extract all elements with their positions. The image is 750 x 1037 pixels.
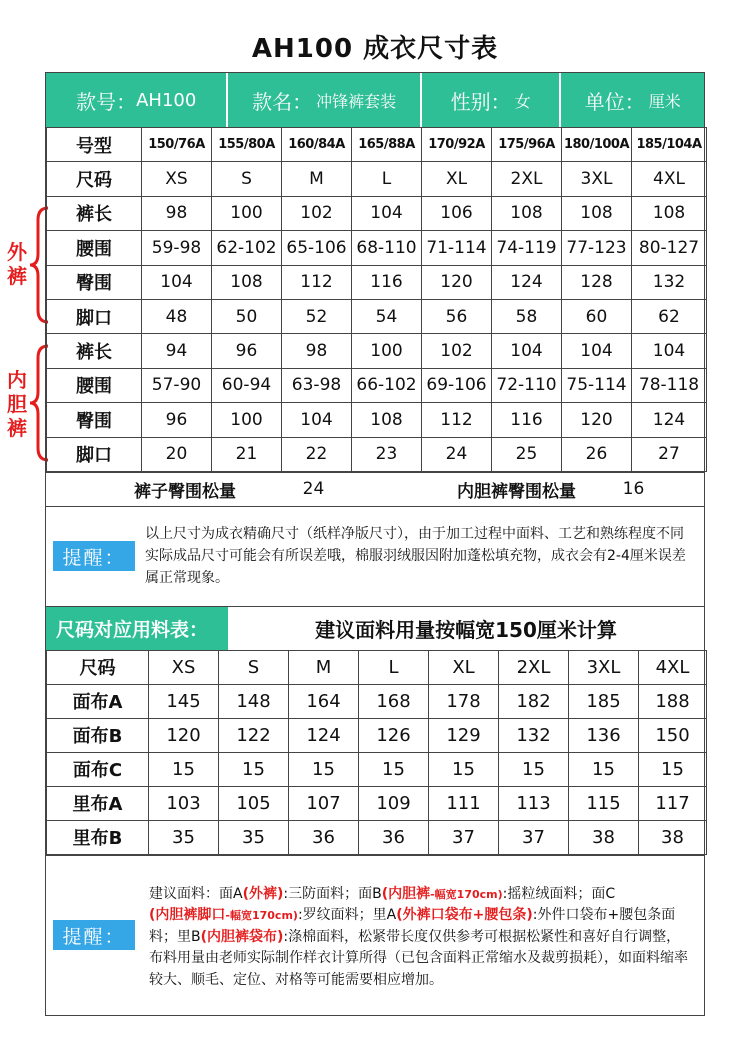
spec-cell: 165/88A bbox=[352, 128, 422, 162]
outer-measure-cell: 80-127 bbox=[632, 231, 707, 265]
size-table bbox=[46, 127, 707, 472]
material-table-title: 建议面料用量按幅宽150厘米计算 bbox=[315, 617, 617, 642]
fabric-amount-cell: 148 bbox=[219, 684, 289, 718]
outer-measure-cell: 104 bbox=[142, 265, 212, 299]
fabric-note-part: :涤棉面料，松紧带长度仅供参考可根据松紧性和喜好自行调整，布料用量由老师实际制作样衣计算所得（已包含面料正常缩水及裁剪损耗），如面料缩率较大、顺毛、定位、对格等可能需要相应增加。 bbox=[149, 928, 688, 988]
outer-measure-cell: 132 bbox=[632, 265, 707, 299]
outer-measure-cell: 68-110 bbox=[352, 231, 422, 265]
style-number-value: AH100 bbox=[136, 89, 197, 111]
outer-measure-label: 脚口 bbox=[47, 299, 142, 333]
fabric-amount-cell: 107 bbox=[289, 786, 359, 820]
inner-measure-label: 裤长 bbox=[47, 334, 142, 368]
pants-hip-allowance-value: 24 bbox=[302, 479, 325, 500]
fabric-label-row bbox=[47, 718, 707, 752]
inner-measure-cell: 104 bbox=[632, 334, 707, 368]
inner-measure-cell: 100 bbox=[212, 403, 282, 437]
fabric-note-part: :三防面料；面B bbox=[283, 885, 382, 902]
fabric-amount-cell: 36 bbox=[359, 820, 429, 854]
inner-measure-label: 腰围 bbox=[47, 368, 142, 402]
style-name-cell bbox=[228, 73, 421, 127]
gender-value: 女 bbox=[514, 91, 531, 111]
inner-pants-label: 内 胆 裤 bbox=[7, 368, 27, 440]
inner-measure-cell: 24 bbox=[422, 437, 492, 471]
spec-cell: 185/104A bbox=[632, 128, 707, 162]
material-size-cell: XL bbox=[429, 650, 499, 684]
fabric-amount-cell: 15 bbox=[429, 752, 499, 786]
unit-value: 厘米 bbox=[648, 91, 681, 111]
material-size-cell: S bbox=[219, 650, 289, 684]
inner-measure-cell: 23 bbox=[352, 437, 422, 471]
size-cell: 2XL bbox=[492, 162, 562, 196]
material-size-label: 尺码 bbox=[47, 650, 149, 684]
gender-label: 性别： bbox=[450, 89, 511, 114]
size-cell: XS bbox=[142, 162, 212, 196]
fabric-note-width: -幅宽170cm) bbox=[430, 887, 503, 901]
fabric-note-part: :外件口袋布+腰包条面料；里B bbox=[149, 907, 676, 945]
outer-measure-cell: 108 bbox=[492, 196, 562, 230]
spec-cell: 150/76A bbox=[142, 128, 212, 162]
outer-measure-label-row bbox=[47, 265, 707, 299]
inner-measure-cell: 100 bbox=[352, 334, 422, 368]
fabric-amount-cell: 15 bbox=[639, 752, 707, 786]
material-size-label-row bbox=[47, 650, 707, 684]
outer-measure-label-row bbox=[47, 299, 707, 333]
inner-measure-cell: 63-98 bbox=[282, 368, 352, 402]
outer-measure-cell: 98 bbox=[142, 196, 212, 230]
size-cell: XL bbox=[422, 162, 492, 196]
fabric-amount-cell: 15 bbox=[499, 752, 569, 786]
spec-cell: 175/96A bbox=[492, 128, 562, 162]
fabric-label-row bbox=[47, 684, 707, 718]
fabric-amount-cell: 132 bbox=[499, 718, 569, 752]
fabric-label-row bbox=[47, 820, 707, 854]
fabric-amount-cell: 168 bbox=[359, 684, 429, 718]
size-label: 尺码 bbox=[47, 162, 142, 196]
size-cell: 4XL bbox=[632, 162, 707, 196]
outer-measure-cell: 106 bbox=[422, 196, 492, 230]
outer-measure-cell: 56 bbox=[422, 299, 492, 333]
fabric-note-highlight: (外裤口袋布+腰包条) bbox=[396, 907, 533, 924]
inner-measure-cell: 112 bbox=[422, 403, 492, 437]
outer-measure-cell: 50 bbox=[212, 299, 282, 333]
material-size-cell: M bbox=[289, 650, 359, 684]
fabric-amount-cell: 126 bbox=[359, 718, 429, 752]
fabric-label: 面布A bbox=[47, 684, 149, 718]
reminder-tag-1: 提醒： bbox=[53, 541, 135, 571]
outer-measure-cell: 108 bbox=[632, 196, 707, 230]
inner-measure-cell: 104 bbox=[282, 403, 352, 437]
fabric-amount-cell: 164 bbox=[289, 684, 359, 718]
outer-measure-cell: 120 bbox=[422, 265, 492, 299]
fabric-note-part: :罗纹面料；里A bbox=[297, 907, 397, 924]
gender-cell bbox=[422, 73, 562, 127]
inner-measure-cell: 102 bbox=[422, 334, 492, 368]
material-table-tag: 尺码对应用料表： bbox=[46, 607, 228, 650]
inner-measure-cell: 75-114 bbox=[562, 368, 632, 402]
hip-allowance-row bbox=[46, 472, 704, 506]
inner-hip-allowance-label: 内胆裤臀围松量 bbox=[457, 481, 576, 502]
outer-measure-cell: 54 bbox=[352, 299, 422, 333]
style-number-cell bbox=[46, 73, 228, 127]
reminder-box-1 bbox=[46, 506, 704, 606]
inner-measure-label-row bbox=[47, 334, 707, 368]
fabric-amount-cell: 109 bbox=[359, 786, 429, 820]
fabric-label: 里布B bbox=[47, 820, 149, 854]
outer-measure-cell: 62 bbox=[632, 299, 707, 333]
outer-measure-cell: 104 bbox=[352, 196, 422, 230]
inner-measure-cell: 94 bbox=[142, 334, 212, 368]
inner-measure-cell: 98 bbox=[282, 334, 352, 368]
fabric-note-width: -幅宽170cm) bbox=[225, 909, 298, 923]
outer-measure-cell: 108 bbox=[562, 196, 632, 230]
outer-measure-cell: 65-106 bbox=[282, 231, 352, 265]
inner-measure-cell: 26 bbox=[562, 437, 632, 471]
inner-measure-label-row bbox=[47, 437, 707, 471]
fabric-amount-cell: 105 bbox=[219, 786, 289, 820]
fabric-amount-cell: 37 bbox=[499, 820, 569, 854]
fabric-amount-cell: 117 bbox=[639, 786, 707, 820]
inner-measure-label-row bbox=[47, 403, 707, 437]
material-size-cell: 4XL bbox=[639, 650, 707, 684]
material-table bbox=[46, 650, 707, 855]
inner-measure-cell: 116 bbox=[492, 403, 562, 437]
inner-measure-cell: 22 bbox=[282, 437, 352, 471]
fabric-label-row bbox=[47, 752, 707, 786]
fabric-amount-cell: 185 bbox=[569, 684, 639, 718]
outer-measure-cell: 62-102 bbox=[212, 231, 282, 265]
unit-cell bbox=[561, 73, 704, 127]
fabric-amount-cell: 15 bbox=[219, 752, 289, 786]
fabric-amount-cell: 145 bbox=[149, 684, 219, 718]
outer-pants-label: 外 裤 bbox=[7, 240, 27, 288]
inner-measure-label-row bbox=[47, 368, 707, 402]
outer-measure-cell: 128 bbox=[562, 265, 632, 299]
spec-cell: 160/84A bbox=[282, 128, 352, 162]
inner-measure-cell: 124 bbox=[632, 403, 707, 437]
fabric-amount-cell: 182 bbox=[499, 684, 569, 718]
fabric-amount-cell: 188 bbox=[639, 684, 707, 718]
fabric-label: 面布C bbox=[47, 752, 149, 786]
fabric-amount-cell: 35 bbox=[149, 820, 219, 854]
material-size-cell: 2XL bbox=[499, 650, 569, 684]
material-header bbox=[46, 606, 704, 650]
spec-cell: 155/80A bbox=[212, 128, 282, 162]
outer-measure-cell: 48 bbox=[142, 299, 212, 333]
fabric-amount-cell: 15 bbox=[359, 752, 429, 786]
outer-measure-cell: 124 bbox=[492, 265, 562, 299]
fabric-amount-cell: 36 bbox=[289, 820, 359, 854]
material-size-cell: XS bbox=[149, 650, 219, 684]
unit-label: 单位： bbox=[584, 89, 645, 114]
outer-measure-label: 腰围 bbox=[47, 231, 142, 265]
fabric-amount-cell: 120 bbox=[149, 718, 219, 752]
spec-cell: 170/92A bbox=[422, 128, 492, 162]
inner-measure-cell: 20 bbox=[142, 437, 212, 471]
outer-measure-label: 臀围 bbox=[47, 265, 142, 299]
outer-measure-cell: 74-119 bbox=[492, 231, 562, 265]
fabric-note-highlight: (内胆裤脚口 bbox=[149, 907, 226, 924]
style-name-label: 款名： bbox=[252, 89, 313, 114]
fabric-amount-cell: 150 bbox=[639, 718, 707, 752]
fabric-amount-cell: 115 bbox=[569, 786, 639, 820]
fabric-amount-cell: 38 bbox=[639, 820, 707, 854]
fabric-amount-cell: 122 bbox=[219, 718, 289, 752]
reminder-tag-2: 提醒： bbox=[53, 920, 135, 950]
size-cell: S bbox=[212, 162, 282, 196]
outer-measure-cell: 102 bbox=[282, 196, 352, 230]
material-size-cell: L bbox=[359, 650, 429, 684]
inner-measure-cell: 120 bbox=[562, 403, 632, 437]
inner-measure-cell: 78-118 bbox=[632, 368, 707, 402]
size-cell: L bbox=[352, 162, 422, 196]
outer-measure-label-row bbox=[47, 231, 707, 265]
outer-measure-label: 裤长 bbox=[47, 196, 142, 230]
style-name-value: 冲锋裤套装 bbox=[316, 91, 397, 111]
fabric-amount-cell: 136 bbox=[569, 718, 639, 752]
fabric-amount-cell: 111 bbox=[429, 786, 499, 820]
fabric-label: 里布A bbox=[47, 786, 149, 820]
fabric-note-highlight: (内胆裤袋布) bbox=[200, 928, 284, 945]
header-bar bbox=[46, 73, 704, 127]
outer-measure-cell: 100 bbox=[212, 196, 282, 230]
fabric-note-highlight: (外裤) bbox=[242, 885, 284, 902]
reminder-box-2 bbox=[46, 855, 704, 1015]
fabric-amount-cell: 124 bbox=[289, 718, 359, 752]
inner-hip-allowance-value: 16 bbox=[622, 479, 645, 500]
fabric-amount-cell: 35 bbox=[219, 820, 289, 854]
inner-measure-cell: 21 bbox=[212, 437, 282, 471]
size-chart-sheet bbox=[45, 72, 705, 1016]
outer-measure-label-row bbox=[47, 196, 707, 230]
size-cell: M bbox=[282, 162, 352, 196]
fabric-amount-cell: 15 bbox=[289, 752, 359, 786]
fabric-label: 面布B bbox=[47, 718, 149, 752]
fabric-label-row bbox=[47, 786, 707, 820]
inner-measure-cell: 69-106 bbox=[422, 368, 492, 402]
size-cell: 3XL bbox=[562, 162, 632, 196]
inner-measure-cell: 104 bbox=[492, 334, 562, 368]
reminder-text-1: 以上尺寸为成衣精确尺寸（纸样净版尺寸），由于加工过程中面料、工艺和熟练程度不同实际成品尺寸可能会有所误差哦，棉服羽绒服因附加蓬松填充物，成衣会有2-4厘米误差属正常现象。 bbox=[145, 526, 686, 587]
inner-measure-cell: 60-94 bbox=[212, 368, 282, 402]
inner-measure-label: 脚口 bbox=[47, 437, 142, 471]
fabric-note-part: :摇粒绒面料；面C bbox=[502, 885, 616, 902]
fabric-amount-cell: 103 bbox=[149, 786, 219, 820]
style-number-label: 款号： bbox=[76, 89, 137, 114]
fabric-amount-cell: 37 bbox=[429, 820, 499, 854]
inner-measure-cell: 108 bbox=[352, 403, 422, 437]
outer-measure-cell: 58 bbox=[492, 299, 562, 333]
spec-label: 号型 bbox=[47, 128, 142, 162]
page-title: AH100 成衣尺寸表 bbox=[251, 34, 499, 64]
spec-cell: 180/100A bbox=[562, 128, 632, 162]
size-label-row bbox=[47, 162, 707, 196]
inner-measure-cell: 66-102 bbox=[352, 368, 422, 402]
outer-measure-cell: 112 bbox=[282, 265, 352, 299]
reminder-text-2 bbox=[135, 880, 704, 992]
outer-measure-cell: 77-123 bbox=[562, 231, 632, 265]
fabric-amount-cell: 15 bbox=[149, 752, 219, 786]
fabric-note-highlight: (内胆裤 bbox=[381, 885, 431, 902]
outer-measure-cell: 71-114 bbox=[422, 231, 492, 265]
outer-measure-cell: 60 bbox=[562, 299, 632, 333]
fabric-amount-cell: 15 bbox=[569, 752, 639, 786]
inner-measure-cell: 57-90 bbox=[142, 368, 212, 402]
inner-measure-cell: 27 bbox=[632, 437, 707, 471]
inner-measure-cell: 72-110 bbox=[492, 368, 562, 402]
outer-measure-cell: 52 bbox=[282, 299, 352, 333]
fabric-amount-cell: 129 bbox=[429, 718, 499, 752]
inner-measure-cell: 25 bbox=[492, 437, 562, 471]
inner-measure-cell: 104 bbox=[562, 334, 632, 368]
material-size-cell: 3XL bbox=[569, 650, 639, 684]
inner-measure-label: 臀围 bbox=[47, 403, 142, 437]
outer-measure-cell: 59-98 bbox=[142, 231, 212, 265]
pants-hip-allowance-label: 裤子臀围松量 bbox=[134, 481, 236, 502]
fabric-amount-cell: 178 bbox=[429, 684, 499, 718]
fabric-amount-cell: 38 bbox=[569, 820, 639, 854]
inner-measure-cell: 96 bbox=[142, 403, 212, 437]
fabric-note-part: 建议面料：面A bbox=[149, 885, 243, 902]
inner-measure-cell: 96 bbox=[212, 334, 282, 368]
spec-label-row bbox=[47, 128, 707, 162]
outer-measure-cell: 108 bbox=[212, 265, 282, 299]
outer-measure-cell: 116 bbox=[352, 265, 422, 299]
fabric-amount-cell: 113 bbox=[499, 786, 569, 820]
